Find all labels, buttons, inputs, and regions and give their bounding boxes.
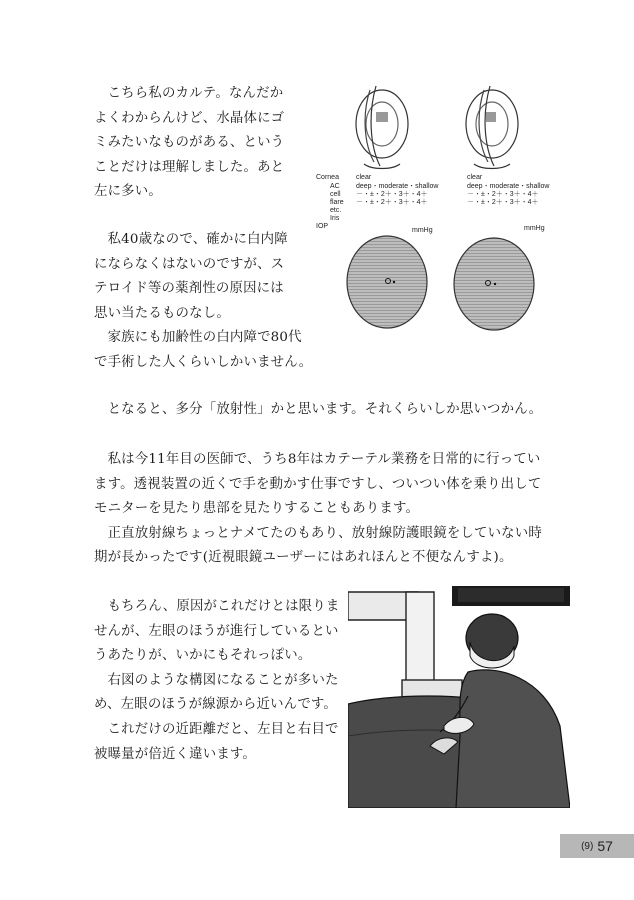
doctor-illustration bbox=[348, 586, 570, 808]
right-cell-value: －・±・2＋・3＋・4＋ bbox=[467, 191, 539, 198]
right-eye-diagram bbox=[466, 86, 518, 169]
text-line: め、左眼のほうが線源から近いんです。 bbox=[94, 697, 338, 713]
text-line: 被曝量が倍近く違います。 bbox=[94, 746, 257, 762]
page-number-badge bbox=[560, 834, 634, 858]
chapter-number: (9) bbox=[581, 840, 594, 852]
text-line: テロイド等の薬剤性の原因には bbox=[94, 281, 284, 297]
row-label-cornea: Cornea bbox=[316, 174, 339, 181]
text-line: 期が長かったです(近視眼鏡ユーザーにはあれほんと不便なんすよ)。 bbox=[94, 550, 513, 566]
text-line: これだけの近距離だと、左目と右目で bbox=[94, 721, 339, 737]
text-line: モニターを見たり患部を見たりすることもあります。 bbox=[94, 501, 420, 517]
row-label-iris: Iris bbox=[330, 215, 340, 222]
text-line: となると、多分「放射性」かと思います。それくらいしか思いつかん。 bbox=[94, 402, 543, 417]
text-line: 私40歳なので、確かに白内障 bbox=[94, 232, 288, 247]
text-line: ミみたいなものがある、という bbox=[94, 135, 285, 151]
left-ac-value: deep・moderate・shallow bbox=[356, 183, 439, 190]
closing-paragraph bbox=[94, 595, 339, 767]
text-line: 左に多い。 bbox=[94, 184, 162, 200]
radiation-line bbox=[94, 398, 542, 423]
text-line: 家族にも加齢性の白内障で80代 bbox=[94, 330, 302, 346]
career-paragraph bbox=[94, 448, 542, 571]
x-ray-head bbox=[402, 680, 462, 698]
eye-chart-illustration bbox=[312, 84, 562, 334]
page-number: 57 bbox=[597, 838, 613, 854]
left-cell-value: －・±・2＋・3＋・4＋ bbox=[356, 191, 428, 198]
left-iop-unit: mmHg bbox=[412, 227, 433, 234]
text-line: よくわからんけど、水晶体にゴ bbox=[94, 110, 285, 126]
row-label-ac: AC bbox=[330, 183, 340, 190]
text-line: こちら私のカルテ。なんだか bbox=[94, 86, 284, 101]
text-line: 正直放射線ちょっとナメてたのもあり、放射線防護眼鏡をしていない時 bbox=[94, 525, 542, 541]
text-line: 私は今11年目の医師で、うち8年はカテーテル業務を日常的に行ってい bbox=[94, 452, 541, 467]
row-label-cell: cell bbox=[330, 191, 341, 198]
age-paragraph bbox=[94, 228, 312, 376]
text-line: にならなくはないのですが、ス bbox=[94, 256, 285, 272]
fluoroscopy-scene bbox=[348, 586, 570, 808]
right-iop-unit: mmHg bbox=[524, 225, 545, 232]
intro-paragraph bbox=[94, 82, 284, 205]
row-label-etc: etc. bbox=[330, 207, 342, 214]
medical-chart-figure bbox=[312, 84, 562, 334]
left-eye-diagram bbox=[356, 86, 408, 169]
text-line: で手術した人くらいしかいません。 bbox=[94, 354, 313, 370]
right-fundus-diagram bbox=[454, 238, 534, 330]
text-line: ます。透視装置の近くで手を動かす仕事ですし、ついつい体を乗り出して bbox=[94, 476, 542, 492]
right-ac-value: deep・moderate・shallow bbox=[467, 183, 550, 190]
row-label-iop: IOP bbox=[316, 223, 329, 230]
text-line: うあたりが、いかにもそれっぽい。 bbox=[94, 648, 312, 664]
left-cornea-value: clear bbox=[356, 174, 372, 181]
right-flare-value: －・±・2＋・3＋・4＋ bbox=[467, 199, 539, 206]
text-line: せんが、左眼のほうが進行しているとい bbox=[94, 623, 339, 639]
text-line: ことだけは理解しました。あと bbox=[94, 159, 285, 175]
left-flare-value: －・±・2＋・3＋・4＋ bbox=[356, 199, 428, 206]
row-label-flare: flare bbox=[330, 199, 344, 206]
text-line: もちろん、原因がこれだけとは限りま bbox=[94, 599, 340, 614]
right-cornea-value: clear bbox=[467, 174, 483, 181]
left-fundus-diagram bbox=[347, 236, 427, 328]
text-line: 右図のような構図になることが多いた bbox=[94, 672, 339, 688]
text-line: 思い当たるものなし。 bbox=[94, 305, 230, 321]
